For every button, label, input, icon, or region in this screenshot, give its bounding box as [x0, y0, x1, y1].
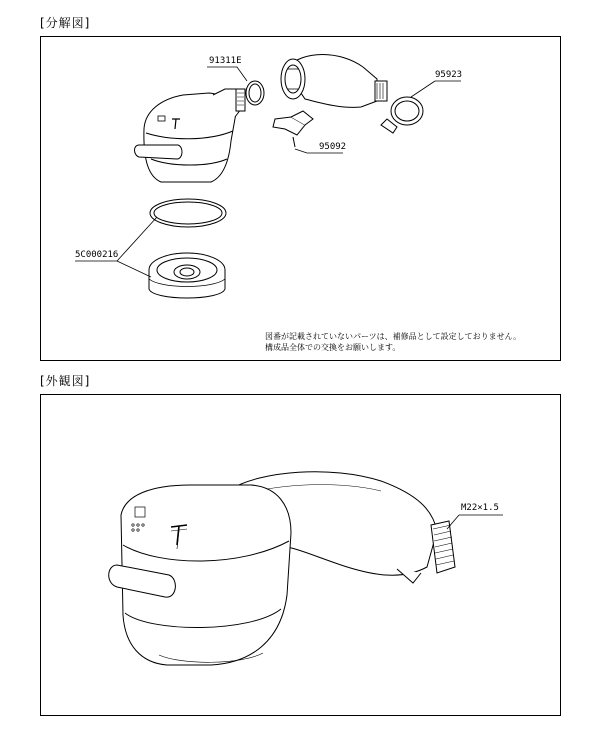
spray-plate — [149, 253, 225, 298]
hose-band-95923 — [381, 97, 423, 133]
hose-elbow — [281, 55, 387, 108]
exterior-head-body — [109, 485, 291, 665]
part-label-95923: 95923 — [435, 70, 463, 80]
part-label-5c000216: 5C000216 — [75, 250, 119, 260]
exploded-view-panel — [40, 36, 561, 361]
exploded-view-title: [分解図] — [40, 16, 91, 30]
exterior-view-drawing — [41, 395, 560, 715]
thread-size-label: M22×1.5 — [461, 503, 499, 513]
exploded-view-drawing — [41, 37, 560, 360]
note-line-1: 図番が記載されていないパーツは、補修品として設定しておりません。 — [265, 332, 522, 341]
exterior-thread-connector — [431, 521, 455, 573]
note-line-2: 構成品全体での交換をお願いします。 — [265, 343, 401, 352]
exterior-view-panel — [40, 394, 561, 716]
clip-95092 — [273, 111, 313, 147]
part-label-95092: 95092 — [319, 142, 347, 152]
part-label-91311e: 91311E — [209, 56, 242, 66]
shower-head-body — [135, 89, 246, 182]
o-ring-5c000216 — [150, 199, 226, 227]
thread-leader-line — [447, 515, 503, 529]
leader-lines — [75, 67, 461, 277]
exterior-view-title: [外観図] — [40, 374, 91, 388]
